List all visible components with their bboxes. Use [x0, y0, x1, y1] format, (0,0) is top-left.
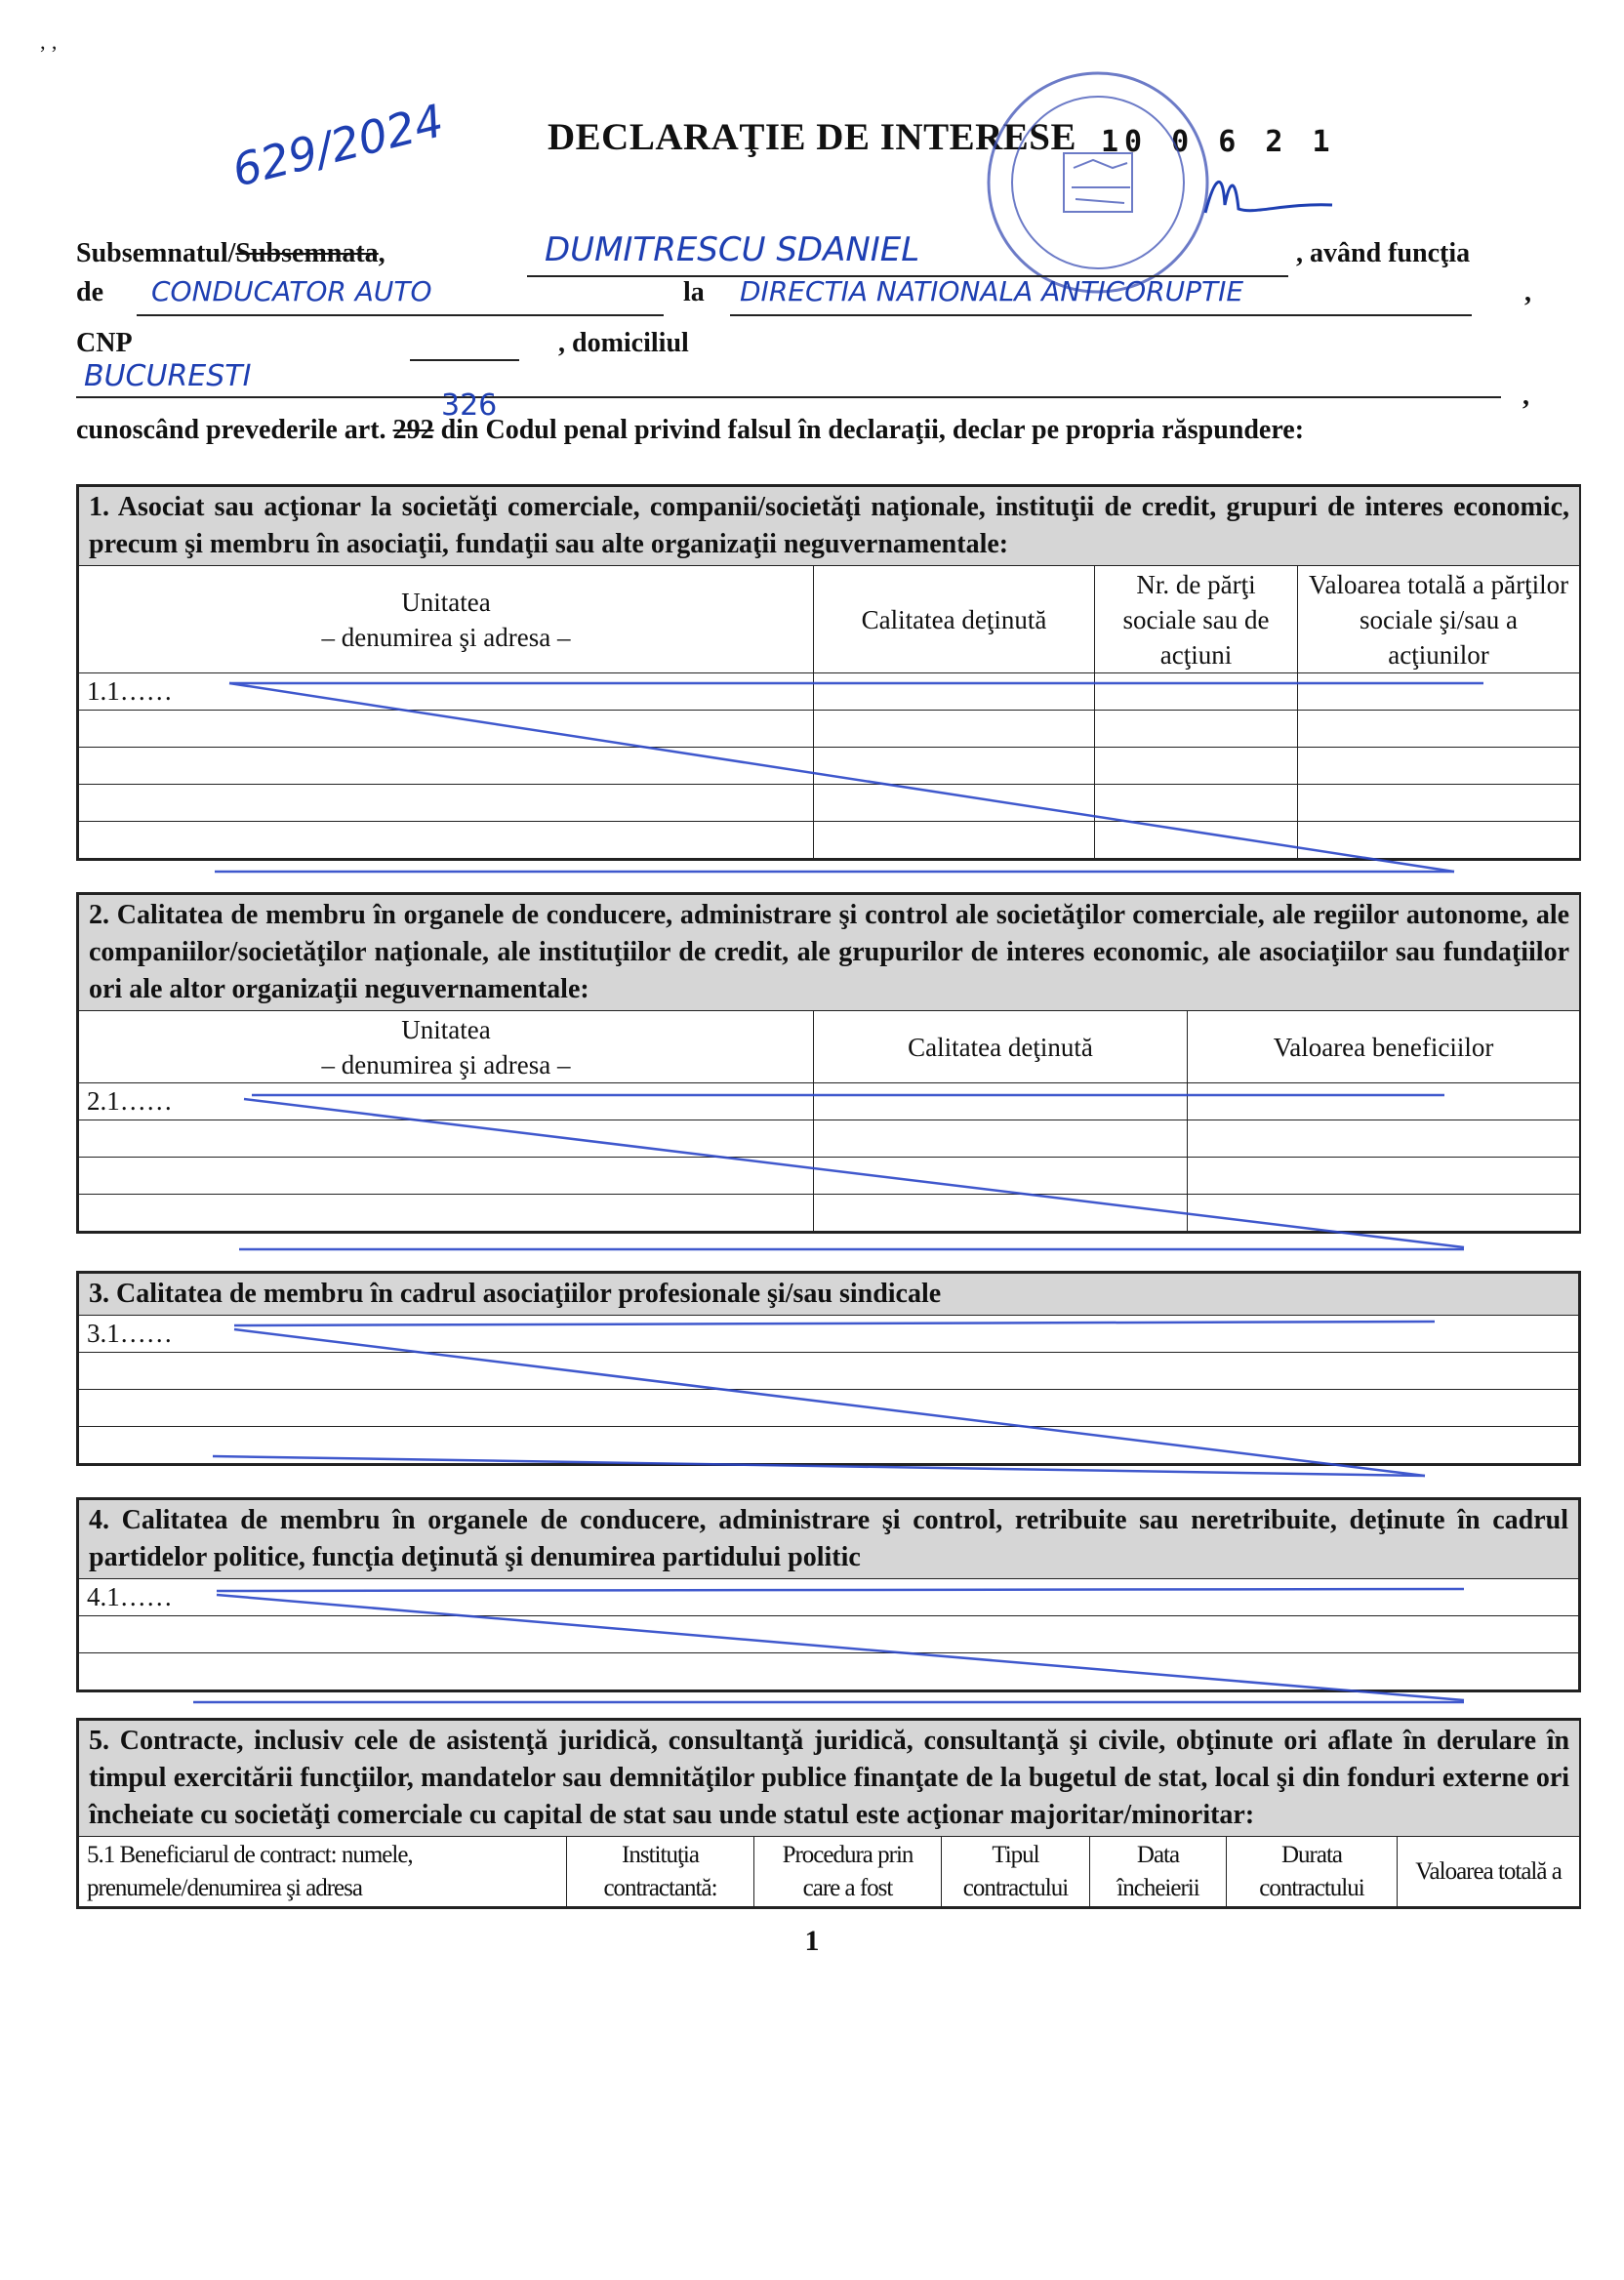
cnp-label: CNP [76, 328, 133, 358]
handwritten-article-correction: 326 [441, 388, 498, 423]
signature [1196, 166, 1342, 234]
section-5-col-durata: Durata contractului [1227, 1837, 1398, 1907]
function-underline [137, 314, 664, 316]
cunoscand-statement: cunoscând prevederile art. 292 din Codul penal privind falsul în declaraţii, declar pe propria răspundere: [76, 415, 1305, 445]
section-5-col-institutia: Instituţia contractantă: [567, 1837, 754, 1907]
section-1-col-calitatea: Calitatea deţinută [814, 566, 1095, 673]
section-4-title: 4. Calitatea de membru în organele de conducere, administrare şi control, retribuite sau neretribuite, deţinute în cadrul partidelor politice, funcţia deţinută şi denumirea partidului politic [79, 1500, 1579, 1579]
handwritten-name: DUMITRESCU SDANIEL [545, 230, 920, 269]
section-1-table [76, 484, 1581, 861]
table-row [79, 1579, 1579, 1616]
handwritten-date: 629/2024 [226, 94, 449, 197]
section-5-table [76, 1718, 1581, 1909]
section-5-col-valoarea: Valoarea totală a [1398, 1837, 1580, 1907]
table-row [79, 1653, 1579, 1690]
institution-underline [730, 314, 1472, 316]
table-row [79, 711, 1580, 748]
section-1-col-nr-parti: Nr. de părţi sociale sau de acţiuni [1095, 566, 1298, 673]
handwritten-function: CONDUCATOR AUTO [151, 275, 432, 307]
table-row [79, 1195, 1580, 1232]
document-title: DECLARAŢIE DE INTERESE [548, 116, 1076, 158]
table-row [79, 1158, 1580, 1195]
table-row [79, 1616, 1579, 1653]
table-row [79, 1427, 1579, 1464]
table-row [79, 1083, 1580, 1120]
la-label: la [683, 277, 705, 307]
section-4-row-label: 4.1…… [79, 1579, 1579, 1616]
table-row [79, 1316, 1579, 1353]
section-5-col-tipul: Tipul contractului [942, 1837, 1090, 1907]
table-row [79, 1353, 1579, 1390]
section-5-col-procedura: Procedura prin care a fost [754, 1837, 942, 1907]
domiciliul-label: , domiciliul [558, 328, 689, 358]
de-label: de [76, 277, 103, 307]
section-2-title: 2. Calitatea de membru în organele de conducere, administrare şi control ale societăţilor comerciale, ale regiilor autonome, ale companiilor/societăţilor naţionale, ale instituţiilor de credit, ale grupurilor de interes economic, ale asociaţiilor sau fundaţiilor ori ale altor organizaţii neguvernamentale: [79, 895, 1580, 1011]
section-4-table [76, 1497, 1581, 1692]
table-row [79, 748, 1580, 785]
section-5-title: 5. Contracte, inclusiv cele de asistenţă juridică, consultanţă juridică, consultanţă şi civile, obţinute ori aflate în derulare în timpul exercitării funcţiilor, mandatelor sau demnităţilor publice finanţate de la bugetul de stat, local şi din fonduri externe ori încheiate cu societăţi comerciale cu capital de stat sau unde statul este acţionar majoritar/minoritar: [79, 1721, 1580, 1837]
comma-2: , [1522, 381, 1529, 411]
domicile-underline [76, 396, 1501, 398]
section-5-col-data: Data încheierii [1090, 1837, 1227, 1907]
table-row [79, 1390, 1579, 1427]
table-row [79, 1120, 1580, 1158]
section-1-col-valoarea: Valoarea totală a părţilor sociale şi/sau a acţiunilor [1298, 566, 1580, 673]
handwritten-institution: DIRECTIA NATIONALA ANTICORUPTIE [740, 275, 1244, 307]
section-2-col-unitatea: Unitatea – denumirea şi adresa – [79, 1011, 814, 1083]
section-2-col-calitatea: Calitatea deţinută [814, 1011, 1188, 1083]
section-1-title: 1. Asociat sau acţionar la societăţi comerciale, companii/societăţi naţionale, instituţii de credit, grupuri de interes economic, precum şi membru în asociaţii, fundaţii sau alte organizaţii neguvernamentale: [79, 487, 1580, 566]
section-1-col-unitatea: Unitatea – denumirea şi adresa – [79, 566, 814, 673]
section-2-table [76, 892, 1581, 1234]
section-1-row-label: 1.1…… [79, 673, 814, 711]
comma-1: , [1524, 277, 1531, 307]
table-row [79, 822, 1580, 859]
table-row [79, 785, 1580, 822]
section-2-row-label: 2.1…… [79, 1083, 814, 1120]
section-2-col-valoarea: Valoarea beneficiilor [1188, 1011, 1580, 1083]
subsemnatul-label: Subsemnatul/Subsemnata, [76, 238, 386, 268]
section-3-table [76, 1271, 1581, 1466]
section-3-row-label: 3.1…… [79, 1316, 1579, 1353]
table-row [79, 673, 1580, 711]
corner-mark: ‚ , [39, 29, 58, 54]
handwritten-domicile: BUCURESTI [84, 359, 252, 393]
cnp-underline [410, 359, 519, 361]
page-number: 1 [804, 1925, 820, 1957]
section-3-title: 3. Calitatea de membru în cadrul asociaţiilor profesionale şi/sau sindicale [79, 1274, 1579, 1316]
section-5-col-beneficiar: 5.1 Beneficiarul de contract: numele, prenumele/denumirea şi adresa [79, 1837, 567, 1907]
avand-functia-label: , având funcţia [1296, 238, 1471, 268]
registration-number: 10 0 6 2 1 [1101, 125, 1336, 159]
